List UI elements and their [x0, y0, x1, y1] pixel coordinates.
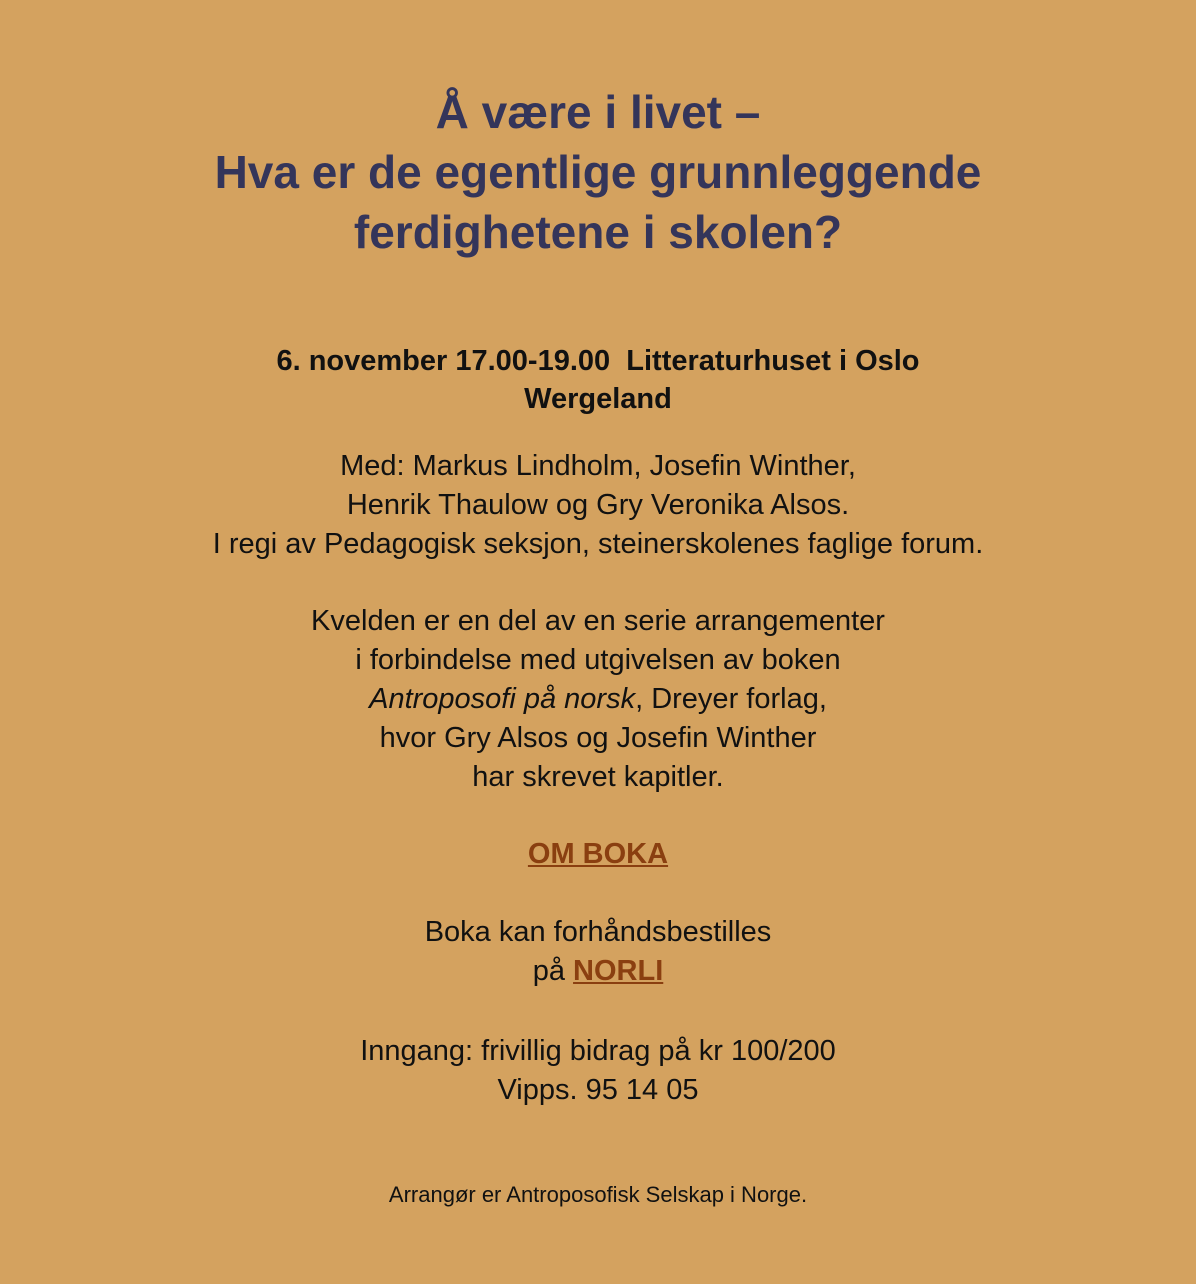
- event-date-time: 6. november 17.00-19.00 Litteraturhuset i Oslo: [276, 345, 920, 377]
- participants-line-1: Med: Markus Lindholm, Josefin Winther,: [340, 450, 856, 482]
- om-boka-link[interactable]: OM BOKA: [527, 838, 669, 870]
- series-line-1: Kvelden er en del av en serie arrangementer: [311, 605, 885, 637]
- vipps-number: Vipps. 95 14 05: [497, 1074, 699, 1106]
- series-line-2: i forbindelse med utgivelsen av boken: [355, 644, 841, 676]
- organizer-note: Arrangør er Antroposofisk Selskap i Norge.: [388, 1182, 808, 1207]
- entry-block: [0, 1032, 1196, 1110]
- page-title: [0, 82, 1196, 262]
- preorder-line-1: Boka kan forhåndsbestilles: [424, 916, 772, 948]
- title-line-2: Hva er de egentlige grunnleggende: [214, 146, 982, 198]
- participants-block: [0, 447, 1196, 564]
- series-line-5: har skrevet kapitler.: [472, 761, 724, 793]
- preorder-prefix: på: [532, 955, 574, 987]
- preorder-block: [0, 913, 1196, 991]
- book-title: Antroposofi på norsk: [369, 683, 636, 715]
- participants-line-3: I regi av Pedagogisk seksjon, steinerskolenes faglige forum.: [212, 528, 984, 560]
- om-boka-row: [0, 835, 1196, 874]
- series-line-4: hvor Gry Alsos og Josefin Winther: [379, 722, 817, 754]
- event-date-location: [0, 342, 1196, 418]
- title-line-1: Å være i livet –: [435, 86, 761, 138]
- series-block: [0, 602, 1196, 797]
- series-line-3-rest: , Dreyer forlag,: [635, 683, 827, 715]
- series-line-3: [0, 680, 1196, 719]
- title-line-3: ferdighetene i skolen?: [353, 206, 843, 258]
- norli-link[interactable]: NORLI: [573, 955, 664, 987]
- participants-line-2: Henrik Thaulow og Gry Veronika Alsos.: [346, 489, 850, 521]
- entry-fee: Inngang: frivillig bidrag på kr 100/200: [360, 1035, 836, 1067]
- preorder-line-2: [0, 952, 1196, 991]
- event-room: Wergeland: [524, 383, 672, 415]
